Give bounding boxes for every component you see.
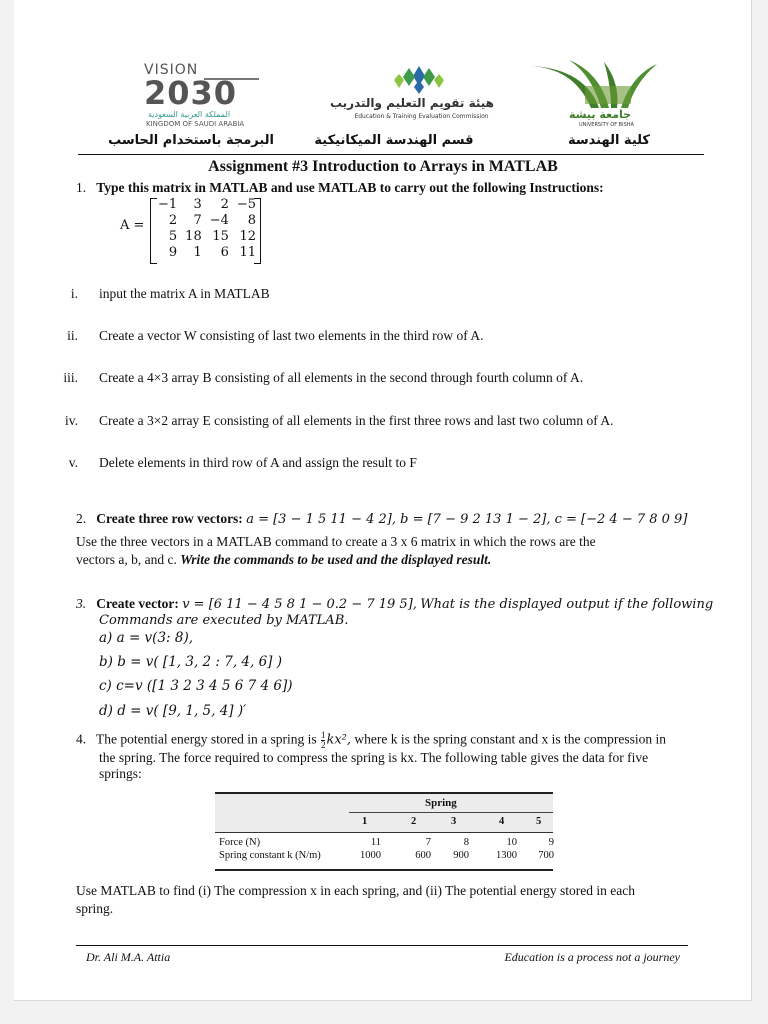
table-cell: 900 bbox=[453, 850, 469, 861]
matrix-right-bracket bbox=[254, 198, 261, 264]
q1-item-text: Create a 4×3 array B consisting of all elements in the second through fourth column of A. bbox=[99, 370, 584, 385]
palm-leaves-icon bbox=[529, 58, 659, 110]
college-name: كلية الهندسة bbox=[568, 133, 650, 148]
matrix-row bbox=[154, 245, 260, 261]
table-cell: 10 bbox=[506, 837, 517, 848]
q1-item-number: iii. bbox=[63, 370, 78, 385]
matrix-row bbox=[154, 197, 260, 213]
footer-divider bbox=[76, 945, 688, 946]
table-column-header-row bbox=[215, 814, 553, 833]
matrix-cell: 11 bbox=[239, 245, 257, 260]
matrix-cell: 12 bbox=[239, 229, 257, 244]
document-page bbox=[14, 0, 752, 1001]
question-4-after-1: Use MATLAB to find (i) The compression x in each spring, and (ii) The potential energy stored in each bbox=[76, 883, 635, 898]
table-header-band bbox=[215, 794, 553, 814]
q1-item-text: Create a vector W consisting of last two elements in the third row of A. bbox=[99, 328, 484, 343]
matrix-cell: 1 bbox=[193, 245, 202, 260]
table-column-header: 3 bbox=[451, 816, 457, 827]
matrix-row bbox=[154, 213, 260, 229]
q1-item-text: Create a 3×2 array E consisting of all elements in the first three rows and last two column of A. bbox=[99, 413, 614, 428]
matrix-cell: 8 bbox=[247, 213, 257, 228]
table-cell: 600 bbox=[415, 850, 431, 861]
question-2: 2. Create three row vectors: a = [3 − 1 5 11 − 4 2], b = [7 − 9 2 13 1 − 2], c = [−2 4 − 7 8 0 9] bbox=[76, 511, 688, 527]
table-column-header: 5 bbox=[536, 816, 542, 827]
matrix-cell: −1 bbox=[158, 197, 178, 212]
matrix-cell: 2 bbox=[168, 213, 178, 228]
vision-2030-logo: VISION 2030 المملكة العربية السعودية KINGDOM OF SAUDI ARABIA bbox=[144, 62, 269, 132]
table-cell: 9 bbox=[548, 837, 554, 848]
matrix-cell: 5 bbox=[168, 229, 178, 244]
q1-item-number: v. bbox=[68, 455, 78, 470]
table-cell: 1300 bbox=[496, 850, 517, 861]
table-cell: 11 bbox=[370, 837, 381, 848]
q1-item-number: i. bbox=[70, 286, 78, 301]
etec-emblem-icon bbox=[391, 62, 447, 94]
assignment-title: Assignment #3 Introduction to Arrays in MATLAB bbox=[208, 158, 558, 175]
q1-item-number: iv. bbox=[65, 413, 78, 428]
spring-table bbox=[215, 792, 553, 871]
q1-item-text: input the matrix A in MATLAB bbox=[99, 286, 270, 301]
q3-item: c) c=v ([1 3 2 3 4 5 6 7 4 6]) bbox=[99, 678, 293, 694]
q3-item: a) a = v(3: 8), bbox=[99, 630, 194, 646]
question-3: 3. Create vector: v = [6 11 − 4 5 8 1 − 0.2 − 7 19 5], What is the displayed output if the following bbox=[76, 596, 714, 612]
footer-motto: Education is a process not a journey bbox=[504, 950, 680, 964]
matrix-cell: 9 bbox=[168, 245, 178, 260]
table-column-header: 1 bbox=[362, 816, 368, 827]
question-1: 1. Type this matrix in MATLAB and use MATLAB to carry out the following Instructions: bbox=[76, 180, 604, 195]
table-cell: 7 bbox=[425, 837, 431, 848]
q1-item-text: Delete elements in third row of A and assign the result to F bbox=[99, 455, 417, 470]
q3-item: b) b = v( [1, 3, 2 : 7, 4, 6] ) bbox=[99, 654, 283, 670]
matrix-cell: 18 bbox=[185, 229, 202, 244]
q3-item: d) d = v( [9, 1, 5, 4] )′ bbox=[99, 703, 247, 719]
matrix-row bbox=[154, 229, 260, 245]
table-cell: 700 bbox=[538, 850, 554, 861]
department-name: قسم الهندسة الميكانيكية bbox=[314, 133, 474, 148]
question-2-line-2: Use the three vectors in a MATLAB command to create a 3 x 6 matrix in which the rows are the bbox=[76, 534, 596, 549]
table-group-header: Spring bbox=[425, 797, 457, 809]
q1-item-number: ii. bbox=[67, 328, 78, 343]
etec-logo: هيئة تقويم التعليم والتدريب Education & Training Evaluation Commission bbox=[349, 62, 494, 122]
question-2-line-3: vectors a, b, and c. Write the commands to be used and the displayed result. bbox=[76, 552, 492, 567]
matrix-cell: 3 bbox=[193, 197, 202, 212]
fraction-half: $\frac{1}{2}$ bbox=[320, 730, 326, 750]
bisha-university-logo: جامعة بيشة UNIVERSITY OF BISHA bbox=[529, 58, 659, 130]
matrix-cell: 15 bbox=[212, 229, 229, 244]
table-row-label: Force (N) bbox=[219, 837, 261, 848]
table-row-label: Spring constant k (N/m) bbox=[219, 850, 321, 861]
table-column-header: 4 bbox=[499, 816, 505, 827]
table-bottom-rule bbox=[215, 869, 553, 871]
matrix-cell: 2 bbox=[220, 197, 229, 212]
matrix-cell: −5 bbox=[236, 197, 257, 212]
matrix-label: A = bbox=[120, 218, 145, 233]
question-3-line-2: Commands are executed by MATLAB. bbox=[99, 613, 349, 628]
question-4: 4. The potential energy stored in a spring is $\frac{1}{2}$ kx², where k is the spring constant and x is the compression in bbox=[76, 730, 666, 750]
table-column-header: 2 bbox=[411, 816, 417, 827]
question-4-line-2: the spring. The force required to compress the spring is kx. The following table gives the data for five bbox=[99, 750, 649, 765]
footer-author: Dr. Ali M.A. Attia bbox=[86, 950, 171, 964]
header-divider bbox=[78, 154, 704, 155]
question-4-after-2: spring. bbox=[76, 901, 114, 916]
matrix-grid bbox=[154, 197, 260, 261]
matrix-cell: 6 bbox=[220, 245, 229, 260]
question-4-line-3: springs: bbox=[99, 766, 142, 781]
matrix-cell: 7 bbox=[193, 213, 202, 228]
table-cell: 8 bbox=[463, 837, 469, 848]
table-cell: 1000 bbox=[360, 850, 381, 861]
matrix-cell: −4 bbox=[209, 213, 229, 228]
course-name: البرمجة باستخدام الحاسب bbox=[108, 133, 274, 148]
table-group-rule bbox=[349, 812, 553, 813]
